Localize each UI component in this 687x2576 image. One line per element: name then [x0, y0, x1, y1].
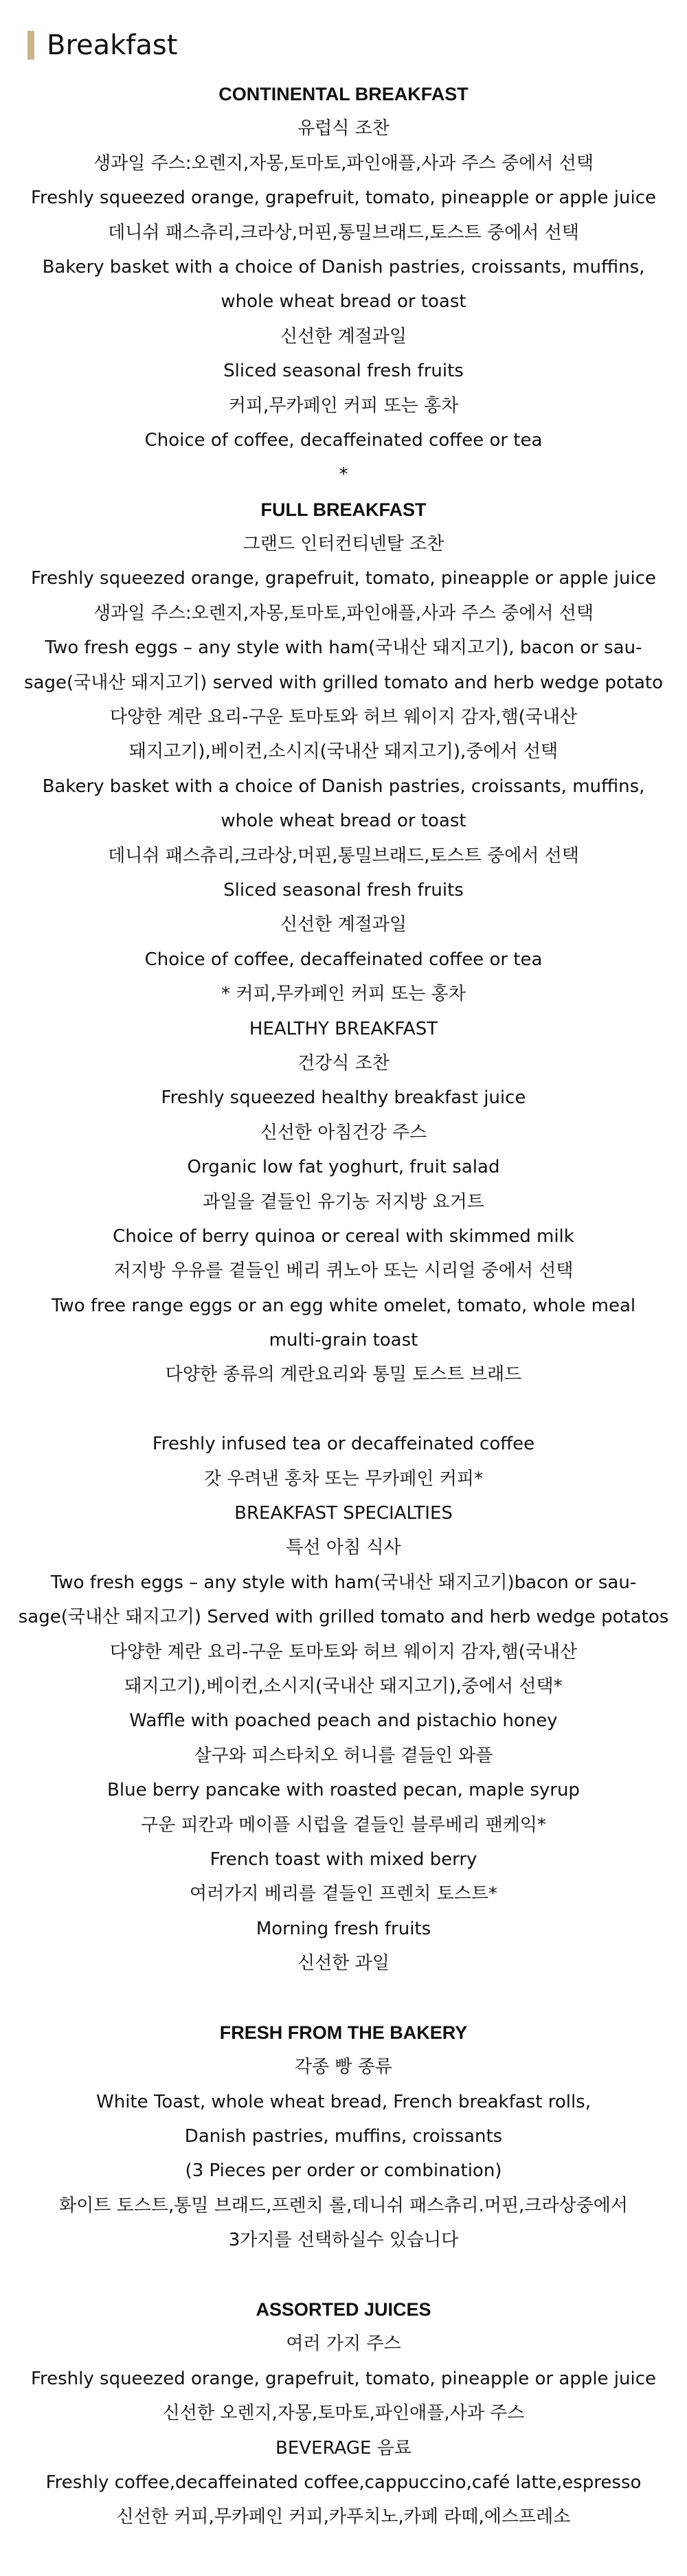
menu-line: White Toast, whole wheat bread, French breakfast rolls, [96, 2091, 591, 2112]
menu-line: Waffle with poached peach and pistachio honey [129, 1710, 558, 1732]
menu-section-heading: CONTINENTAL BREAKFAST [218, 84, 469, 104]
page-title: Breakfast [47, 30, 178, 61]
menu-spacer [0, 2258, 687, 2292]
menu-line: 살구와 피스타치오 허니를 곁들인 와플 [194, 1745, 493, 1766]
menu-line: 다양한 계란 요리-구운 토마토와 허브 웨이지 감자,햄(국내산 [109, 707, 578, 728]
menu-line: 생과일 주스:오렌지,자몽,토마토,파인애플,사과 주스 중에서 선택 [93, 152, 594, 174]
menu-line: BREAKFAST SPECIALTIES [234, 1503, 453, 1524]
menu-spacer [0, 1392, 687, 1427]
menu-section-heading: ASSORTED JUICES [256, 2299, 431, 2320]
menu-line: 신선한 아침건강 주스 [260, 1122, 427, 1143]
menu-line: 신선한 커피,무카페인 커피,카푸치노,카페 라떼,에스프레소 [116, 2507, 571, 2528]
menu-line: Freshly squeezed healthy breakfast juice [161, 1087, 526, 1109]
menu-line: 그랜드 인터컨티넨탈 조찬 [243, 534, 444, 555]
menu-line: Bakery basket with a choice of Danish pastries, croissants, muffins, [42, 256, 645, 278]
menu-line: BEVERAGE 음료 [275, 2437, 412, 2459]
menu-line: whole wheat bread or toast [221, 291, 466, 313]
menu-line: Organic low fat yoghurt, fruit salad [187, 1157, 500, 1178]
menu-line: 다양한 계란 요리-구운 토마토와 허브 웨이지 감자,햄(국내산 [109, 1641, 578, 1662]
menu-line: Choice of coffee, decaffeinated coffee or tea [144, 429, 543, 451]
menu-line: French toast with mixed berry [210, 1849, 477, 1870]
menu-section-heading: FRESH FROM THE BAKERY [219, 2022, 468, 2043]
menu-line: 특선 아침 식사 [286, 1537, 401, 1559]
menu-line: 구운 피칸과 메이플 시럽을 곁들인 블루베리 팬케익* [140, 1814, 547, 1835]
menu-line: Freshly coffee,decaffeinated coffee,cappuccino,café latte,espresso [45, 2472, 642, 2493]
menu-line: * [339, 464, 348, 486]
menu-line: 3가지를 선택하실수 있습니다 [228, 2230, 459, 2251]
menu-spacer [0, 1980, 687, 2015]
menu-line: Sliced seasonal fresh fruits [223, 879, 464, 901]
menu-line: Blue berry pancake with roasted pecan, maple syrup [107, 1780, 580, 1801]
menu-line: * 커피,무카페인 커피 또는 홍차 [221, 984, 466, 1005]
menu-content [0, 77, 687, 2535]
menu-line: Freshly infused tea or decaffeinated coffee [152, 1434, 535, 1455]
menu-line: 여러가지 베리를 곁들인 프렌치 토스트* [190, 1884, 497, 1905]
menu-line: Sliced seasonal fresh fruits [223, 361, 464, 382]
menu-line: 저지방 우유를 곁들인 베리 퀴노아 또는 시리얼 중에서 선택 [113, 1261, 574, 1282]
menu-line: 유럽식 조찬 [297, 118, 390, 139]
menu-line: HEALTHY BREAKFAST [249, 1018, 438, 1039]
menu-line: 각종 빵 종류 [294, 2057, 393, 2078]
menu-line: 신선한 계절과일 [280, 326, 407, 347]
menu-line: whole wheat bread or toast [221, 811, 466, 832]
menu-line: Freshly squeezed orange, grapefruit, tomato, pineapple or apple juice [30, 188, 657, 209]
menu-line: sage(국내산 돼지고기) served with grilled tomato and herb wedge potato [23, 672, 664, 693]
menu-line: 돼지고기),베이컨,소시지(국내산 돼지고기),중에서 선택 [128, 741, 559, 762]
menu-line: 신선한 계절과일 [280, 914, 407, 936]
menu-line: 갓 우려낸 홍차 또는 무카페인 커피* [204, 1468, 483, 1489]
menu-line: 여러 가지 주스 [286, 2334, 401, 2355]
menu-line: sage(국내산 돼지고기) Served with grilled tomato and herb wedge potatos [18, 1607, 669, 1628]
menu-line: 신선한 과일 [297, 1953, 390, 1974]
menu-line: Choice of coffee, decaffeinated coffee or tea [144, 949, 543, 970]
menu-line: Morning fresh fruits [256, 1918, 431, 1939]
menu-line: 다양한 종류의 계란요리와 통밀 토스트 브래드 [165, 1364, 522, 1386]
menu-line: Danish pastries, muffins, croissants [184, 2126, 503, 2147]
menu-line: 생과일 주스:오렌지,자몽,토마토,파인애플,사과 주스 중에서 선택 [93, 602, 594, 624]
menu-line: 데니쉬 패스츄리,크라상,머핀,통밀브래드,토스트 중에서 선택 [108, 845, 579, 866]
header-accent-bar [27, 31, 34, 60]
menu-section-heading: FULL BREAKFAST [260, 499, 427, 520]
menu-line: Choice of berry quinoa or cereal with skimmed milk [113, 1225, 574, 1247]
menu-line: 화이트 토스트,통밀 브래드,프렌치 롤,데니쉬 패스츄리.머핀,크라상중에서 [59, 2195, 628, 2216]
menu-line: 건강식 조찬 [297, 1052, 390, 1074]
menu-line: (3 Pieces per order or combination) [185, 2160, 502, 2182]
menu-line: Two free range eggs or an egg white omelet, tomato, whole meal [51, 1295, 636, 1316]
menu-line: Bakery basket with a choice of Danish pastries, croissants, muffins, [42, 776, 645, 797]
menu-line: 돼지고기),베이컨,소시지(국내산 돼지고기),중에서 선택* [124, 1675, 563, 1697]
menu-line: multi-grain toast [269, 1330, 418, 1351]
menu-line: Freshly squeezed orange, grapefruit, tomato, pineapple or apple juice [30, 2368, 657, 2389]
section-header [27, 29, 177, 62]
menu-line: 데니쉬 패스츄리,크라상,머핀,통밀브래드,토스트 중에서 선택 [108, 222, 579, 243]
menu-line: 과일을 곁들인 유기농 저지방 요거트 [203, 1191, 484, 1212]
menu-line: 커피,무카페인 커피 또는 홍차 [228, 395, 459, 416]
menu-line: 신선한 오렌지,자몽,토마토,파인애플,사과 주스 [162, 2403, 525, 2424]
menu-line: Two fresh eggs – any style with ham(국내산 돼지고기)bacon or sau- [50, 1572, 637, 1593]
menu-line: Freshly squeezed orange, grapefruit, tomato, pineapple or apple juice [30, 568, 657, 589]
menu-line: Two fresh eggs – any style with ham(국내산 돼지고기), bacon or sau- [45, 637, 642, 659]
